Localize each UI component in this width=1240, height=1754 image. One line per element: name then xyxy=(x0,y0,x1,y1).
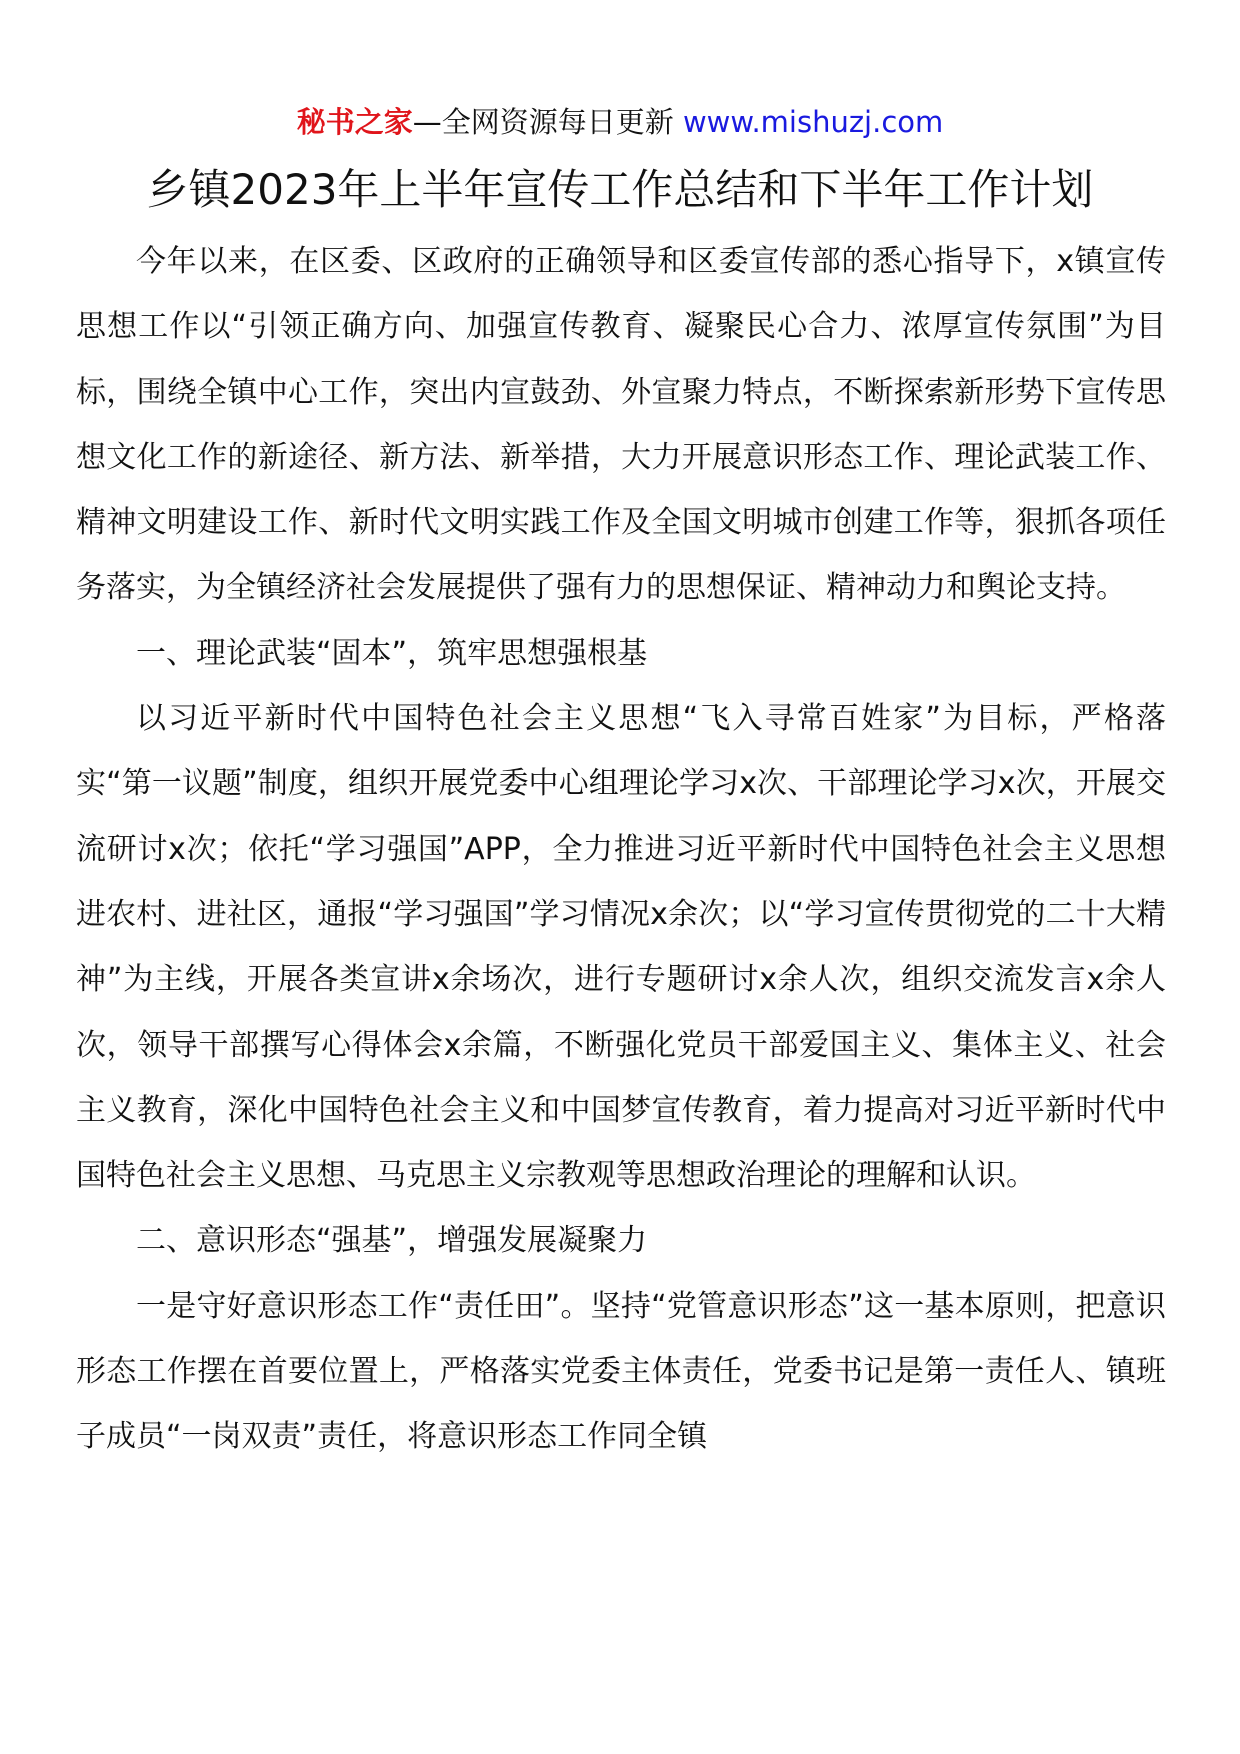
document-title: 乡镇2023年上半年宣传工作总结和下半年工作计划 xyxy=(146,165,1094,214)
watermark-header xyxy=(0,102,1240,142)
section-heading-1: 一、理论武装“固本”，筑牢思想强根基 xyxy=(136,635,648,671)
paragraph-section-1: 以习近平新时代中国特色社会主义思想“飞入寻常百姓家”为目标，严格落实“第一议题”制度，组织开展党委中心组理论学习x次、干部理论学习x次，开展交流研讨x次；依托“学习强国”APP，全力推进习近平新时代中国特色社会主义思想进农村、进社区，通报“学习强国”学习情况x余次；以“学习宣传贯彻党的二十大精神”为主线，开展各类宣讲x余场次，进行专题研讨x余人次，组织交流发言x余人次，领导干部撰写心得体会x余篇，不断强化党员干部爱国主义、集体主义、社会主义教育，深化中国特色社会主义和中国梦宣传教育，着力提高对习近平新时代中国特色社会主义思想、马克思主义宗教观等思想政治理论的理解和认识。 xyxy=(76,701,1166,1194)
section-heading-2: 二、意识形态“强基”，增强发展凝聚力 xyxy=(136,1223,648,1259)
header-url[interactable]: www.mishuzj.com xyxy=(682,105,944,139)
paragraph-intro: 今年以来，在区委、区政府的正确领导和区委宣传部的悉心指导下，x镇宣传思想工作以“引领正确方向、加强宣传教育、凝聚民心合力、浓厚宣传氛围”为目标，围绕全镇中心工作，突出内宣鼓劲、外宣聚力特点，不断探索新形势下宣传思想文化工作的新途径、新方法、新举措，大力开展意识形态工作、理论武装工作、精神文明建设工作、新时代文明实践工作及全国文明城市创建工作等，狠抓各项任务落实，为全镇经济社会发展提供了强有力的思想保证、精神动力和舆论支持。 xyxy=(76,244,1166,606)
brand-name: 秘书之家 xyxy=(296,105,413,139)
header-tagline: —全网资源每日更新 xyxy=(412,105,683,139)
paragraph-section-2: 一是守好意识形态工作“责任田”。坚持“党管意识形态”这一基本原则，把意识形态工作摆在首要位置上，严格落实党委主体责任，党委书记是第一责任人、镇班子成员“一岗双责”责任，将意识形态工作同全镇 xyxy=(76,1288,1166,1455)
document-body xyxy=(76,229,1166,1470)
